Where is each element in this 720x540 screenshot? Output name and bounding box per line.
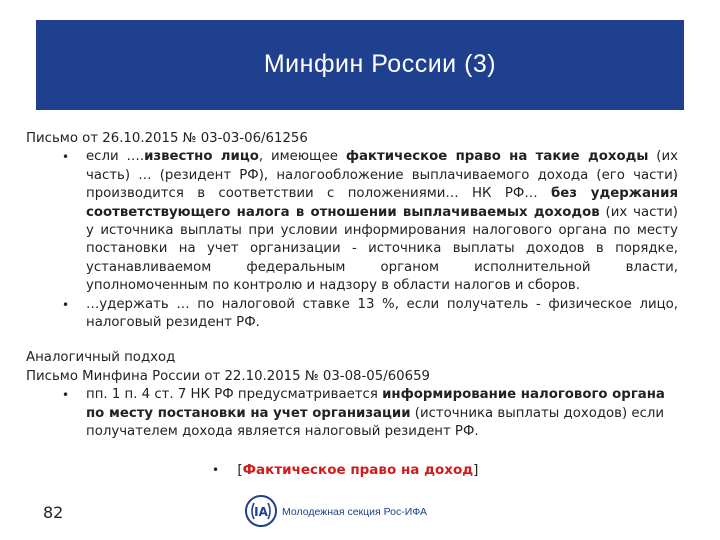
similar-heading: Аналогичный подход [26, 350, 176, 366]
text-run: (источника выплаты доходов) если получателем дохода является налоговый резидент РФ. [86, 405, 665, 440]
text-run: если …. [86, 149, 145, 165]
slide-content [26, 130, 678, 442]
text-run: , имеющее [258, 149, 346, 165]
bold-text-run: фактическое право на такие доходы [345, 149, 649, 165]
bold-text-run: без удержания соответствующего налога в отношении выплачиваемых доходов [86, 186, 678, 220]
letter2-bullet-1 [26, 386, 678, 441]
bullet-text [86, 387, 665, 439]
letter1-bullet-2 [26, 296, 678, 333]
bold-text-run: информирование налогового органа по месту постановки на учет организации [86, 387, 665, 421]
close-bracket: ] [473, 462, 479, 478]
letter1-bullet-1 [26, 148, 678, 295]
text-run: (их часть) … (резидент РФ), налогообложение выплачиваемого дохода (его части) производится в соответствии с положениями… НК РФ… [86, 149, 678, 202]
letter2-header: Письмо Минфина России от 22.10.2015 № 03-08-05/60659 [26, 368, 431, 384]
slide-title: Минфин России (3) [263, 50, 497, 78]
bold-text-run: известно лицо [144, 149, 259, 165]
open-bracket: [ [237, 462, 243, 478]
svg-text:IA: IA [254, 505, 268, 519]
bullet-text [86, 297, 678, 330]
text-run: пп. 1 п. 4 ст. 7 НК РФ предусматривается [86, 387, 383, 403]
bullet-icon: • [62, 297, 70, 312]
letter1-header: Письмо от 26.10.2015 № 03-03-06/61256 [26, 131, 308, 146]
page-number: 82 [43, 503, 64, 522]
bullet-icon: • [212, 463, 220, 477]
highlight-item [212, 462, 478, 478]
highlight-text: Фактическое право на доход [242, 462, 474, 478]
ifa-logo-icon [244, 494, 278, 532]
bullet-text [86, 149, 678, 293]
bullet-icon: • [62, 388, 70, 403]
text-run: …удержать … по налоговой ставке 13 %, если получатель - физическое лицо, налоговый резидент РФ. [86, 296, 678, 331]
bullet-icon: • [62, 150, 70, 165]
logo-caption: Молодежная секция Рос-ИФА [282, 506, 428, 518]
text-run: (их части) у источника выплаты при условии информирования налогового органа по месту постановки на учет организации - источника выплаты доходов в порядке, устанавливаемом федеральным органом исполнительной власти, уполномоченным по контролю и надзору в области налогов и сборов. [86, 204, 678, 294]
title-bar [36, 20, 684, 110]
